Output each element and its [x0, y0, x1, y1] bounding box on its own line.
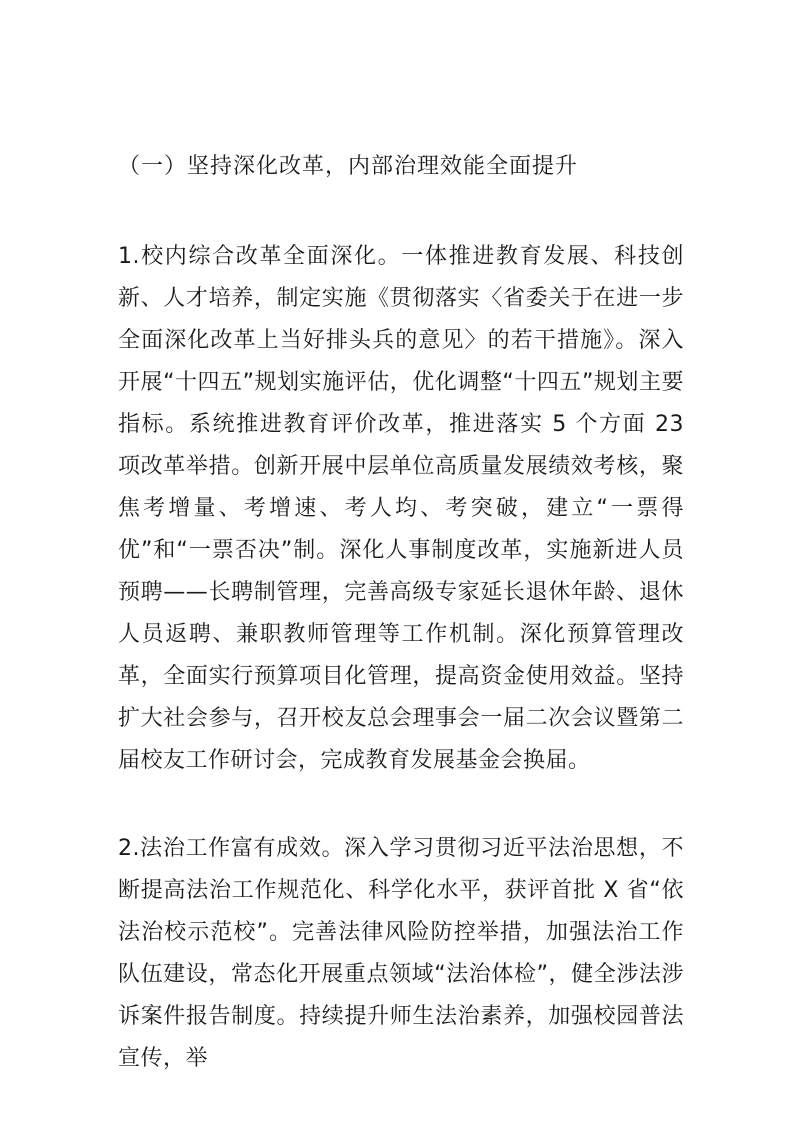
paragraph-reform: 1.校内综合改革全面深化。一体推进教育发展、科技创新、人才培养，制定实施《贯彻落实〈省委关于在进一步全面深化改革上当好排头兵的意见〉的若干措施》。深入开展“十四五”规划实施评估，优化调整“十四五”规划主要指标。系统推进教育评价改革，推进落实 5 个方面 23 项改革举措。创新开展中层单位高质量发展绩效考核，聚焦考增量、考增速、考人均、考突破，建立“一票得优”和“一票否决”制。深化人事制度改革，实施新进人员预聘——长聘制管理，完善高级专家延长退休年龄、退休人员返聘、兼职教师管理等工作机制。深化预算管理改革，全面实行预算项目化管理，提高资金使用效益。坚持扩大社会参与，召开校友总会理事会一届二次会议暨第二届校友工作研讨会，完成教育发展基金会换届。 — [118, 244, 684, 773]
section-heading: （一）坚持深化改革，内部治理效能全面提升 — [118, 154, 579, 179]
document-content — [118, 146, 684, 1122]
paragraph-rule-of-law: 2.法治工作富有成效。深入学习贯彻习近平法治思想，不断提高法治工作规范化、科学化水平，获评首批 X 省“依法治校示范校”。完善法律风险防控举措，加强法治工作队伍建设，常态化开展重点领域“法治体检”，健全涉法涉诉案件报告制度。持续提升师生法治素养，加强校园普法宣传，举 — [118, 836, 684, 1071]
